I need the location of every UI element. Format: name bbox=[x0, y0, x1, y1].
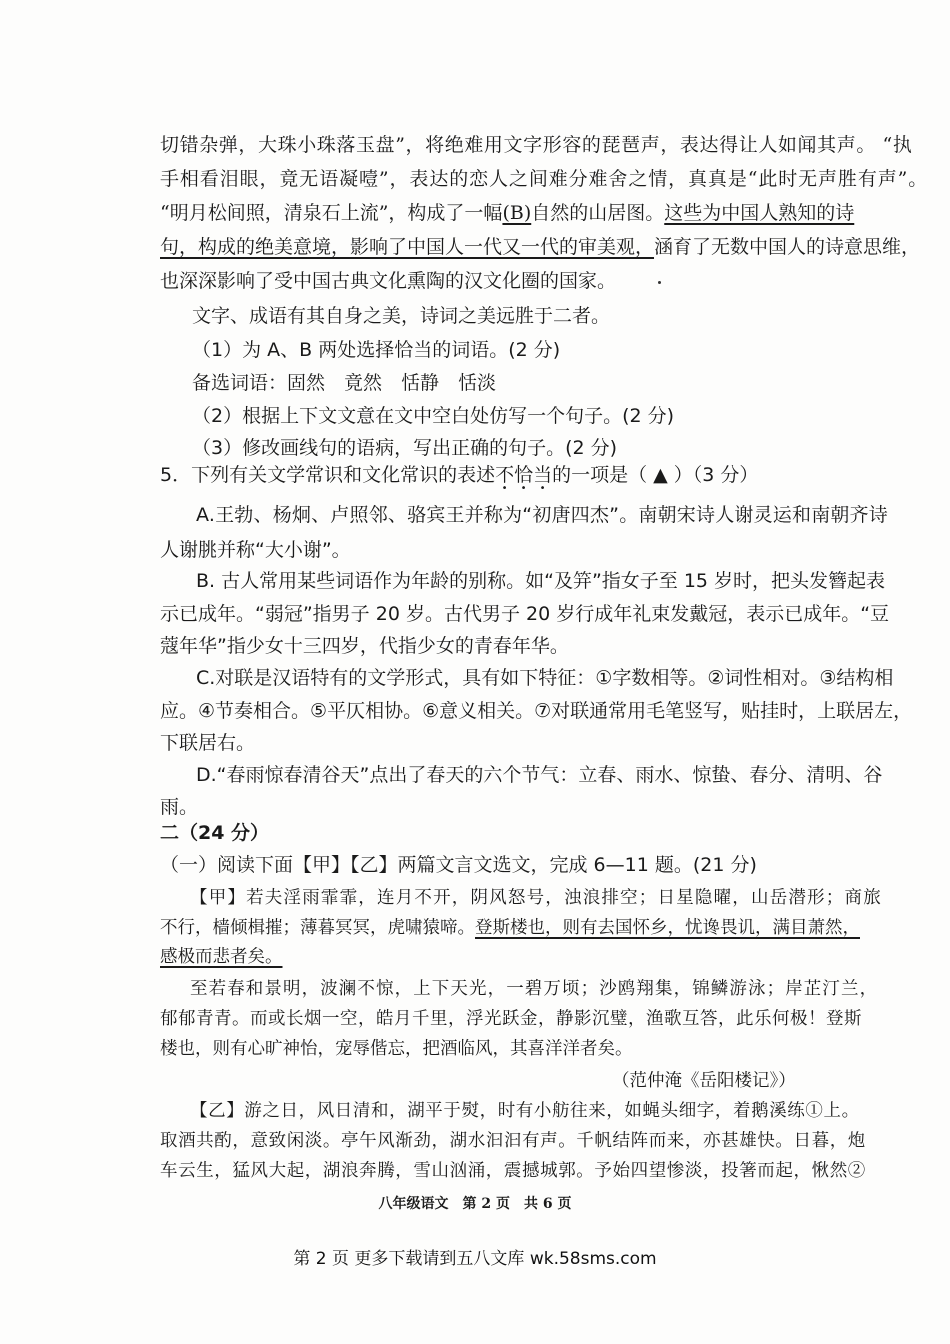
option-c-line: 应。④节奏相合。⑤平仄相协。⑥意义相关。⑦对联通常用毛笔竖写，贴挂时，上联居左， bbox=[160, 700, 913, 722]
text-line: 也深深影响了受中国古典文化熏陶的汉文化圈的国家。 bbox=[160, 270, 617, 292]
page-footer: 八年级语文 第 2 页 共 6 页 bbox=[378, 1196, 572, 1212]
option-c-line: 下联居右。 bbox=[160, 732, 256, 754]
emphasis-char: 恰 bbox=[514, 464, 534, 486]
section-heading: 二（24 分） bbox=[160, 822, 270, 844]
question-item: 备选词语：固然 竟然 恬静 恬淡 bbox=[192, 372, 497, 394]
question-item: （2）根据上下文文意在文中空白处仿写一个句子。(2 分) bbox=[192, 405, 675, 427]
text-segment: 5．下列有关文学常识和文化常识的表述 bbox=[160, 464, 496, 486]
question-5 bbox=[160, 462, 758, 488]
underlined-sentence: 感极而悲者矣。 bbox=[160, 947, 283, 967]
option-a-line: 人谢朓并称“大小谢”。 bbox=[160, 539, 351, 561]
text-line bbox=[160, 234, 920, 260]
scan-speck bbox=[658, 281, 661, 284]
option-b-line: 示已成年。“弱冠”指男子 20 岁。古代男子 20 岁行成年礼束发戴冠，表示已成年。“豆 bbox=[160, 603, 890, 625]
text-segment: 涵育了无数中国人的诗意思维， bbox=[654, 236, 921, 258]
option-d-line: 雨。 bbox=[160, 796, 199, 818]
passage-jia-line: 郁郁青青。而或长烟一空，皓月千里，浮光跃金，静影沉璧，渔歌互答，此乐何极！登斯 bbox=[160, 1009, 862, 1029]
text-line: 手相看泪眼，竟无语凝噎”，表达的恋人之间难分难舍之情，真真是“此时无声胜有声”。 bbox=[160, 168, 929, 190]
option-d-line: D.“春雨惊春清谷天”点出了春天的六个节气：立春、雨水、惊蛰、春分、清明、谷 bbox=[196, 764, 883, 786]
text-line: 文字、成语有其自身之美，诗词之美远胜于二者。 bbox=[192, 305, 611, 327]
blank-b: (B) bbox=[502, 202, 532, 224]
option-b-line: B. 古人常用某些词语作为年龄的别称。如“及笄”指女子至 15 岁时，把头发簪起表 bbox=[196, 570, 886, 592]
text-segment: 自然的山居图。 bbox=[531, 202, 665, 224]
text-segment: 的一项是（ ▲ ）（3 分） bbox=[552, 464, 759, 486]
text-segment: 不行，樯倾楫摧；薄暮冥冥，虎啸猿啼。 bbox=[160, 918, 475, 938]
passage-yi-line: 车云生，猛风大起，湖浪奔腾，雪山汹涌，震撼城郭。予始四望惨淡，投箸而起，愀然② bbox=[160, 1161, 866, 1181]
question-item: （1）为 A、B 两处选择恰当的词语。(2 分) bbox=[192, 339, 561, 361]
text-line bbox=[160, 200, 854, 226]
passage-source: （范仲淹《岳阳楼记》） bbox=[612, 1071, 796, 1091]
passage-jia-line: 【甲】若夫淫雨霏霏，连月不开，阴风怒号，浊浪排空；日星隐曜，山岳潜形；商旅 bbox=[190, 888, 882, 908]
text-segment: “明月松间照，清泉石上流”，构成了一幅 bbox=[160, 202, 503, 224]
underlined-sentence: 这些为中国人熟知的诗 bbox=[664, 202, 855, 224]
emphasis-char: 不 bbox=[495, 464, 515, 486]
site-footer: 第 2 页 更多下载请到五八文库 wk.58sms.com bbox=[293, 1249, 657, 1269]
option-a-line: A.王勃、杨炯、卢照邻、骆宾王并称为“初唐四杰”。南朝宋诗人谢灵运和南朝齐诗 bbox=[196, 504, 888, 526]
passage-yi-line: 【乙】游之日，风日清和，湖平于熨，时有小舫往来，如蝇头细字，着鹅溪练①上。 bbox=[190, 1101, 860, 1121]
section-instruction: （一）阅读下面【甲】【乙】两篇文言文选文，完成 6—11 题。(21 分) bbox=[160, 854, 757, 876]
underlined-sentence: 登斯楼也，则有去国怀乡，忧谗畏讥，满目萧然， bbox=[475, 918, 860, 938]
emphasis-char: 当 bbox=[533, 464, 553, 486]
underlined-sentence: 句，构成的绝美意境，影响了中国人一代又一代的审美观， bbox=[160, 236, 655, 258]
question-item: （3）修改画线句的语病，写出正确的句子。(2 分) bbox=[192, 437, 618, 459]
option-c-line: C.对联是汉语特有的文学形式，具有如下特征：①字数相等。②词性相对。③结构相 bbox=[196, 667, 894, 689]
text-line: 切错杂弹，大珠小珠落玉盘”，将绝难用文字形容的琵琶声，表达得让人如闻其声。 “执 bbox=[160, 134, 913, 156]
passage-jia-line: 至若春和景明，波澜不惊，上下天光，一碧万顷；沙鸥翔集，锦鳞游泳；岸芷汀兰， bbox=[190, 979, 879, 999]
passage-jia-line bbox=[160, 915, 860, 941]
passage-jia-line: 楼也，则有心旷神怡，宠辱偕忘，把酒临风，其喜洋洋者矣。 bbox=[160, 1039, 633, 1059]
option-b-line: 蔻年华”指少女十三四岁，代指少女的青春年华。 bbox=[160, 635, 569, 657]
passage-yi-line: 取酒共酌，意致闲淡。亭午风渐劲，湖水汩汩有声。千帆结阵而来，亦甚雄快。日暮，炮 bbox=[160, 1131, 866, 1151]
